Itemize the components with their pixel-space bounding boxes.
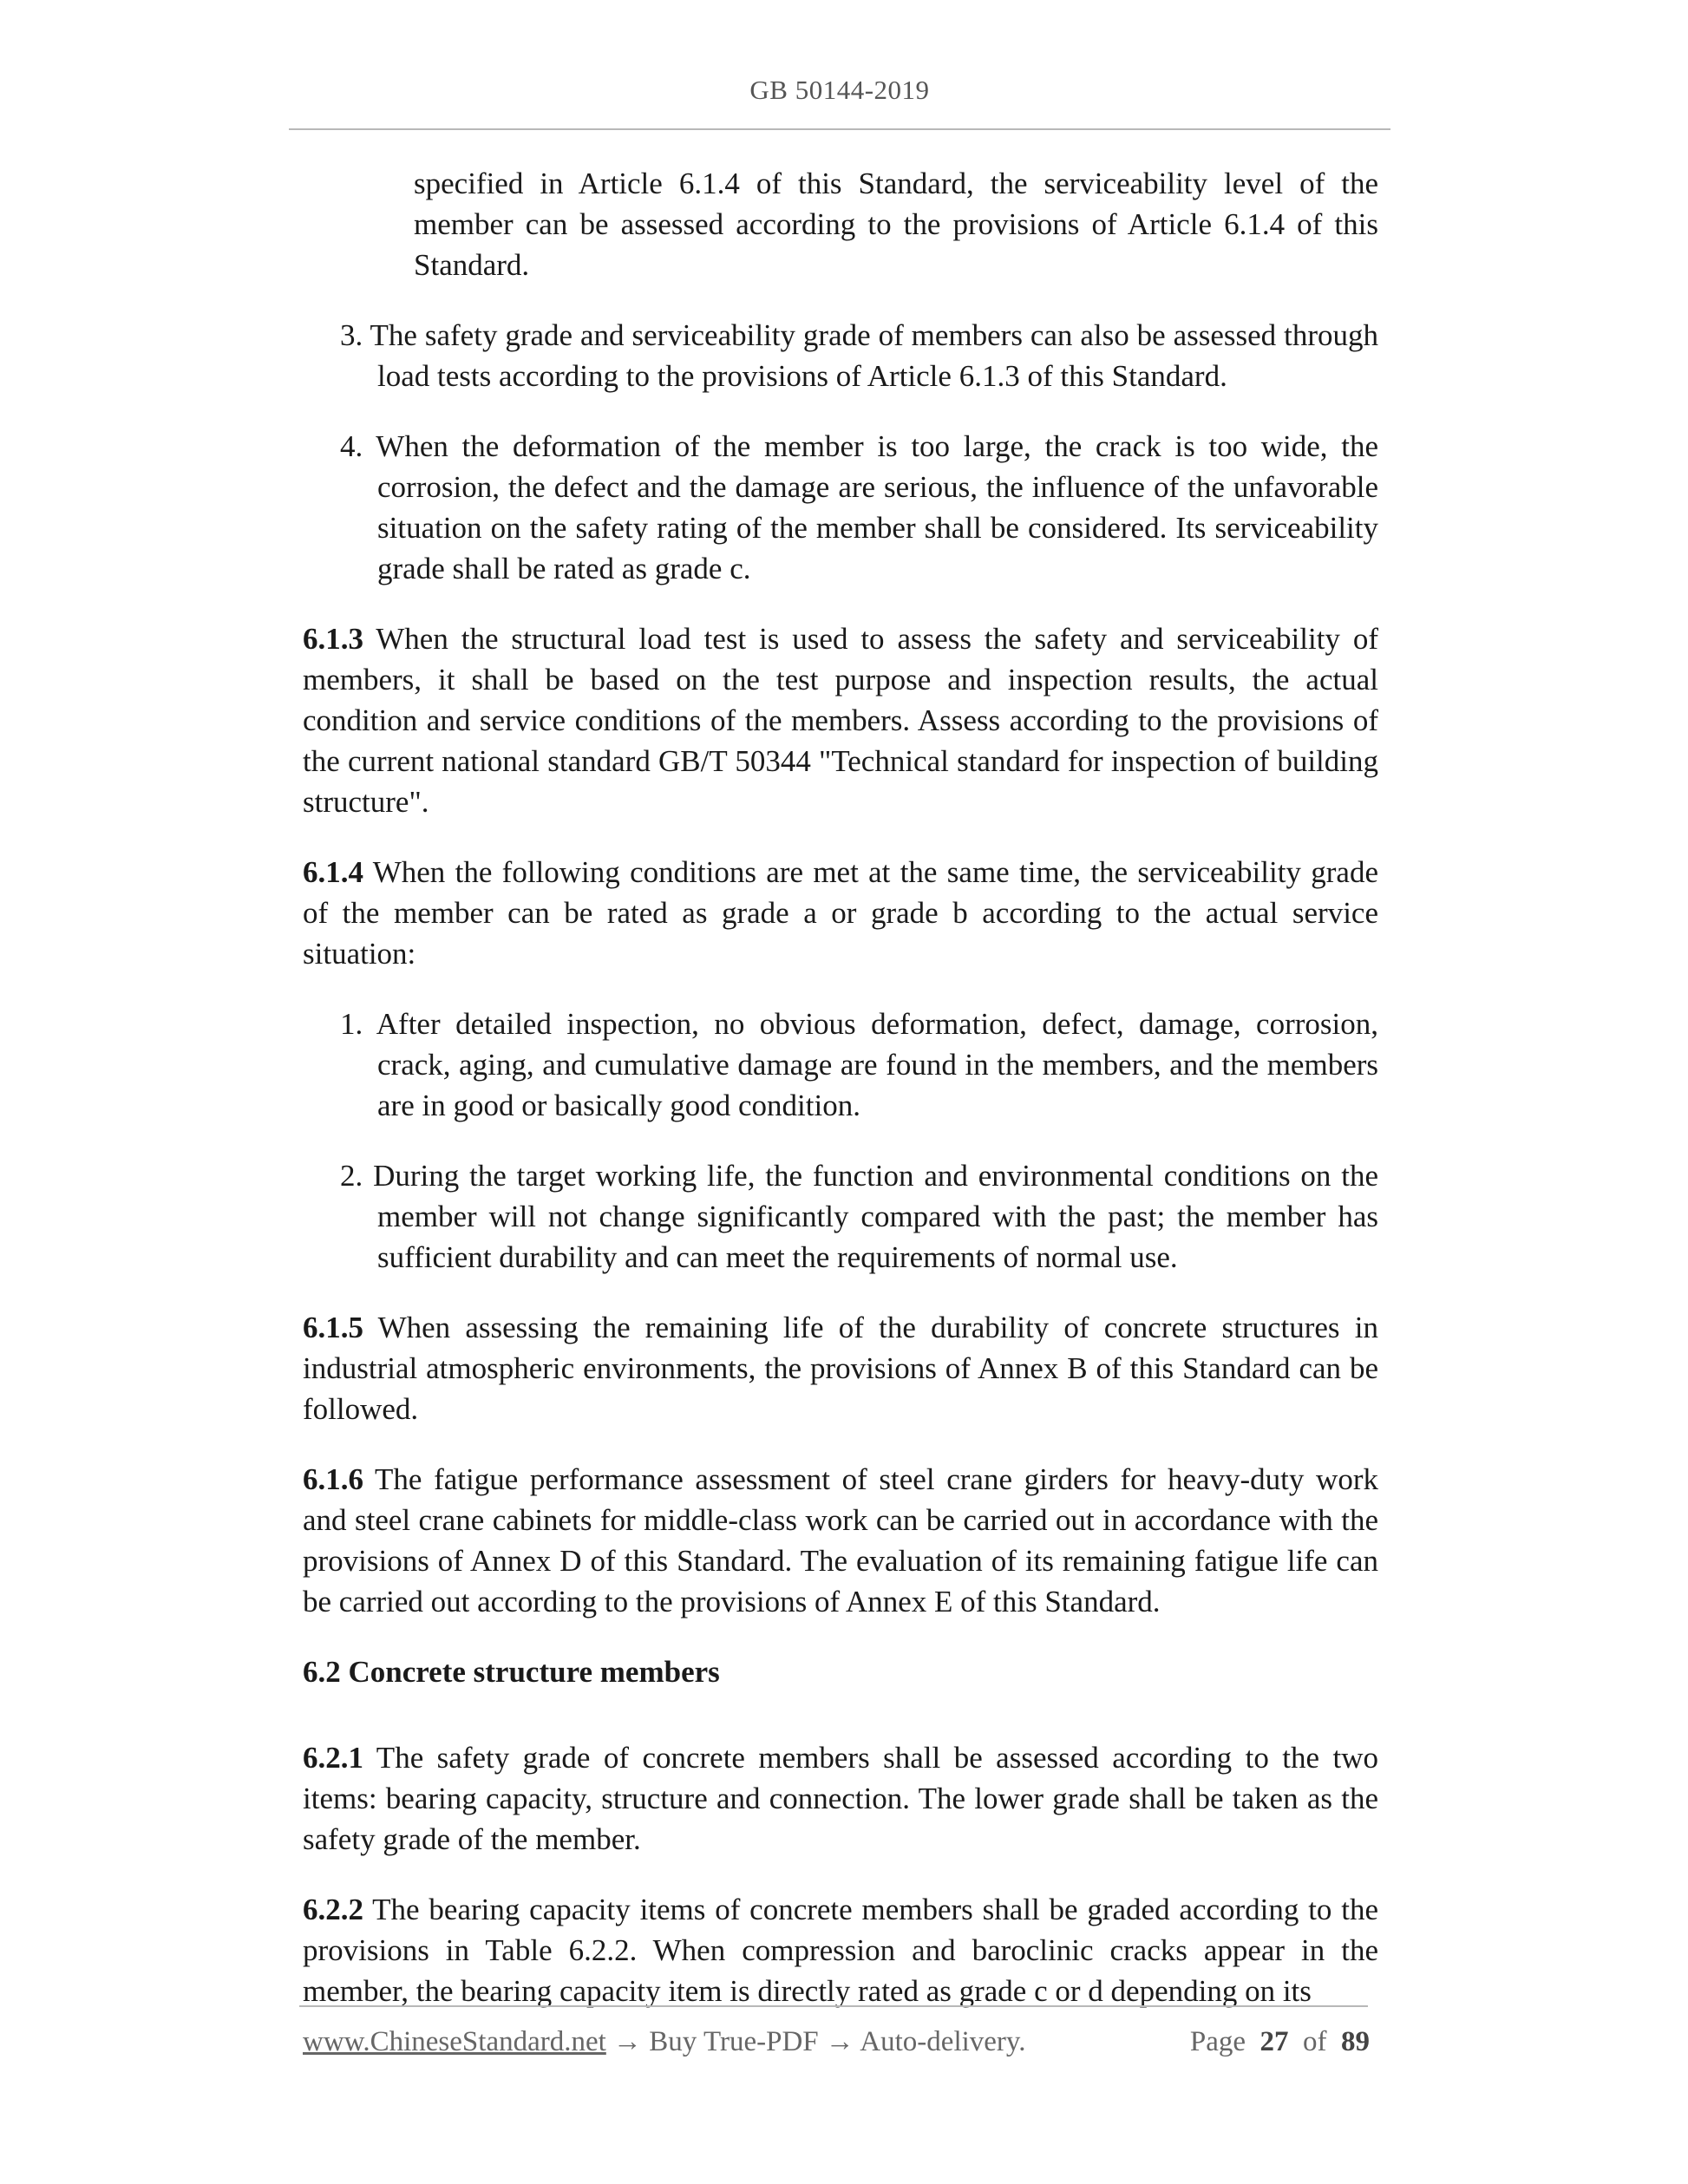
clause-6-2-2 (303, 1889, 1378, 2011)
clause-6-2-1 (303, 1737, 1378, 1860)
continued-paragraph: specified in Article 6.1.4 of this Standard, the serviceability level of the member can be assessed according to the provisions of Article 6.1.4 of this Standard. (414, 167, 1378, 282)
clause-text: When assessing the remaining life of the durability of concrete structures in industrial atmospheric environments, the provisions of Annex B of this Standard can be followed. (303, 1311, 1378, 1426)
list-item-4 (303, 426, 1378, 589)
page-total: 89 (1341, 2026, 1370, 2057)
footer-tagline: → Buy True-PDF → Auto-delivery. (605, 2026, 1026, 2057)
list-item-text: The safety grade and serviceability grade of members can also be assessed through load tests according to the provisions of Article 6.1.3 of this Standard. (363, 318, 1378, 393)
clause-6-1-4-item-2 (303, 1155, 1378, 1278)
list-item-number: 2. (340, 1159, 363, 1193)
page-indicator (1190, 2026, 1370, 2058)
clause-6-1-3 (303, 618, 1378, 822)
clause-number: 6.1.4 (303, 855, 363, 889)
of-label: of (1303, 2026, 1327, 2057)
list-item-number: 1. (340, 1007, 363, 1041)
page-label: Page (1189, 2026, 1246, 2057)
list-item-text: After detailed inspection, no obvious deformation, defect, damage, corrosion, crack, aging, and cumulative damage are found in the members, and the members are in good or basically good condition. (363, 1007, 1378, 1122)
clause-text: The bearing capacity items of concrete members shall be graded according to the provisions in Table 6.2.2. When compression and baroclinic cracks appear in the member, the bearing capacity item is directly rated as grade c or d depending on its (303, 1893, 1378, 2008)
page-number: 27 (1259, 2026, 1289, 2057)
clause-number: 6.1.6 (303, 1462, 363, 1496)
clause-number: 6.1.5 (303, 1311, 363, 1344)
list-item-3 (303, 315, 1378, 396)
website-link[interactable]: www.ChineseStandard.net (303, 2026, 606, 2057)
list-item-text: During the target working life, the function and environmental conditions on the member will not change significantly compared with the past; the member has sufficient durability and can meet the requirements of normal use. (363, 1159, 1378, 1274)
page-body (303, 163, 1378, 2011)
clause-number: 6.2.2 (303, 1893, 363, 1926)
clause-number: 6.1.3 (303, 622, 363, 656)
page-footer (303, 2026, 1370, 2058)
clause-6-1-5 (303, 1307, 1378, 1429)
clause-text: The fatigue performance assessment of steel crane girders for heavy-duty work and steel crane cabinets for middle-class work can be carried out in accordance with the provisions of Annex D of this Standard. The evaluation of its remaining fatigue life can be carried out according to the provisions of Annex E of this Standard. (303, 1462, 1378, 1618)
list-item-number: 4. (340, 429, 363, 463)
clause-6-1-4-item-1 (303, 1004, 1378, 1126)
list-item-text: When the deformation of the member is too large, the crack is too wide, the corrosion, the defect and the damage are serious, the influence of the unfavorable situation on the safety rating of the member shall be considered. Its serviceability grade shall be rated as grade c. (363, 429, 1378, 585)
clause-text: When the structural load test is used to assess the safety and serviceability of members, it shall be based on the test purpose and inspection results, the actual condition and service conditions of the members. Assess according to the provisions of the current national standard GB/T 50344 "Technical standard for inspection of building structure". (303, 622, 1378, 819)
clause-number: 6.2.1 (303, 1741, 363, 1775)
clause-6-1-6 (303, 1459, 1378, 1622)
section-heading-6-2: 6.2 Concrete structure members (303, 1655, 720, 1689)
clause-6-1-4 (303, 852, 1378, 974)
header-divider (289, 128, 1390, 130)
list-item-number: 3. (340, 318, 363, 352)
document-header: GB 50144-2019 (749, 75, 930, 105)
clause-text: When the following conditions are met at the same time, the serviceability grade of the member can be rated as grade a or grade b according to the actual service situation: (303, 855, 1378, 971)
clause-text: The safety grade of concrete members shall be assessed according to the two items: bearing capacity, structure and connection. The lower grade shall be taken as the safety grade of the member. (303, 1741, 1378, 1856)
footer-divider (299, 2005, 1368, 2007)
